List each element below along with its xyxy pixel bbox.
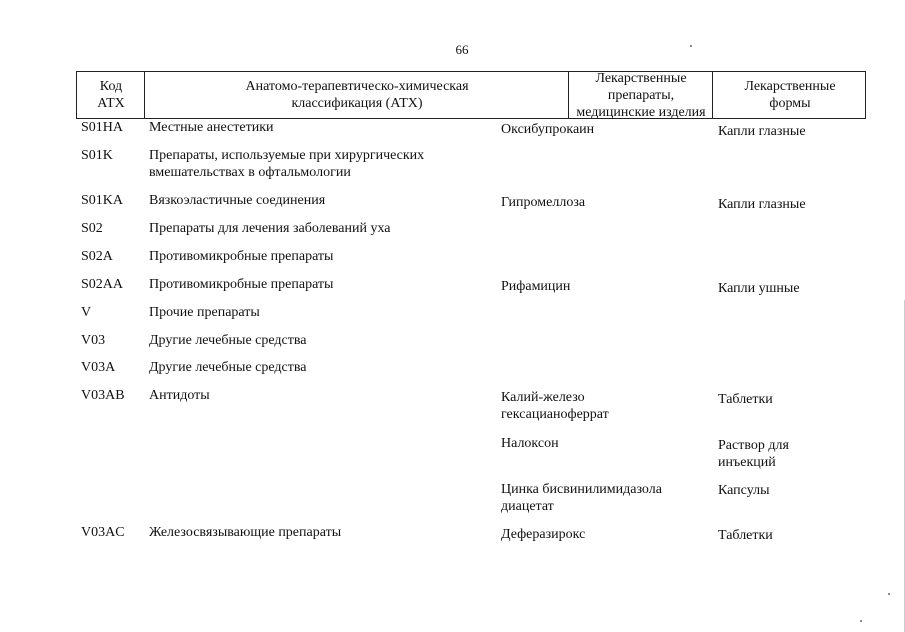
atc-code: V03AB — [81, 388, 125, 403]
page-number: 66 — [455, 42, 469, 57]
header-forms: Лекарственные формы — [744, 79, 836, 111]
drug-name: Цинка бисвинилимидазола — [501, 482, 662, 497]
scan-speck — [690, 45, 692, 47]
atc-name: Антидоты — [149, 388, 210, 403]
atc-name: Препараты для лечения заболеваний уха — [149, 221, 391, 236]
dosage-form: Капли глазные — [718, 124, 806, 139]
header-code: Код АТХ — [97, 79, 125, 111]
drug-name: Налоксон — [501, 436, 559, 451]
drug-name-cont: гексацианоферрат — [501, 407, 609, 422]
atc-name: Местные анестетики — [149, 120, 274, 135]
dosage-form: Капли глазные — [718, 197, 806, 212]
atc-name: Другие лечебные средства — [149, 360, 307, 375]
atc-name: Противомикробные препараты — [149, 249, 334, 264]
atc-code: V03AC — [81, 525, 125, 540]
drug-name: Оксибупрокаин — [501, 122, 595, 137]
atc-code: S01KA — [81, 193, 124, 208]
atc-name: Противомикробные препараты — [149, 277, 334, 292]
drug-name: Деферазирокс — [501, 527, 586, 542]
atc-name: Прочие препараты — [149, 305, 260, 320]
atc-code: S02A — [81, 249, 113, 264]
atc-name-cont: вмешательствах в офтальмологии — [149, 165, 351, 180]
dosage-form: Раствор для — [718, 438, 789, 453]
dosage-form: Таблетки — [718, 392, 773, 407]
dosage-form: Капли ушные — [718, 281, 800, 296]
drug-name: Калий-железо — [501, 390, 585, 405]
atc-name: Другие лечебные средства — [149, 333, 307, 348]
drug-name: Гипромеллоза — [501, 195, 586, 210]
atc-name: Препараты, используемые при хирургических — [149, 148, 425, 163]
header-classification: Анатомо-терапевтическо-химическая классификация (АТХ) — [245, 79, 469, 111]
scan-speck — [888, 593, 890, 595]
atc-code: S01HA — [81, 120, 124, 135]
atc-name: Вязкоэластичные соединения — [149, 193, 326, 208]
scan-speck — [860, 620, 862, 622]
atc-code: V — [81, 305, 92, 320]
atc-code: S02AA — [81, 277, 124, 292]
dosage-form-cont: инъекций — [718, 455, 776, 470]
drug-name: Рифамицин — [501, 279, 571, 294]
drug-name-cont: диацетат — [501, 499, 554, 514]
atc-name: Железосвязывающие препараты — [149, 525, 342, 540]
atc-code: S01K — [81, 148, 113, 163]
dosage-form: Таблетки — [718, 528, 773, 543]
atc-code: V03 — [81, 333, 106, 348]
dosage-form: Капсулы — [718, 483, 770, 498]
atc-code: S02 — [81, 221, 103, 236]
atc-code: V03A — [81, 360, 116, 375]
header-drugs: Лекарственные препараты, медицинские изделия — [576, 70, 706, 120]
table-header — [76, 71, 866, 119]
